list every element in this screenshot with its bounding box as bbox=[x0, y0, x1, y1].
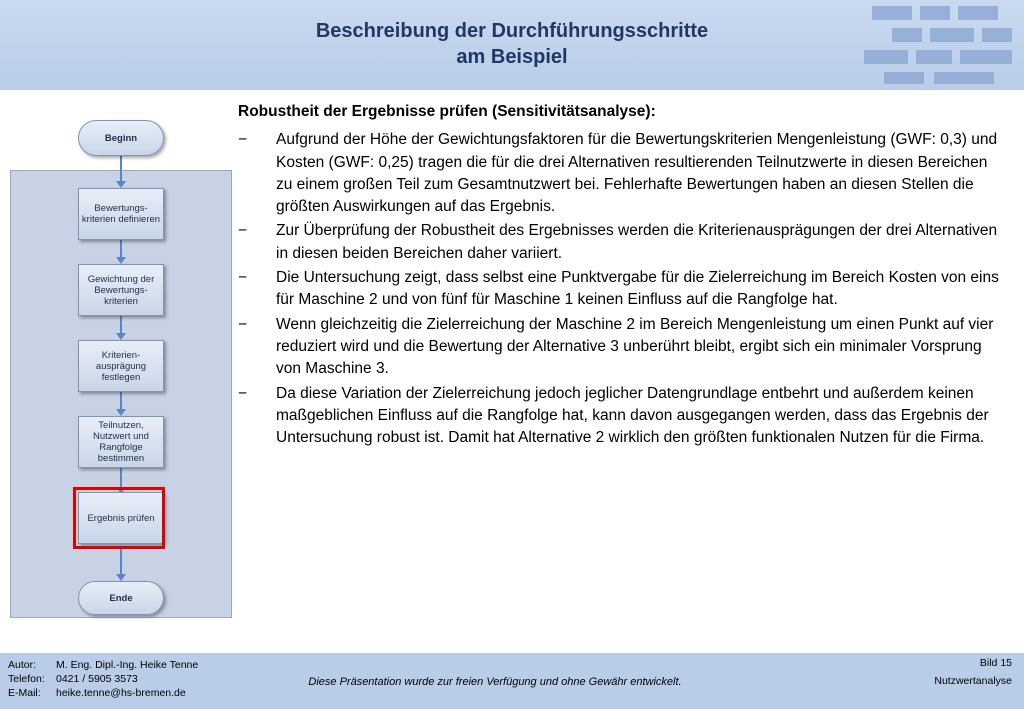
bullet-item bbox=[238, 129, 1008, 218]
bullet-text: Aufgrund der Höhe der Gewichtungsfaktoren für die Bewertungskriterien Mengenleistung (GWF: 0,3) und Kosten (GWF: 0,25) tragen die für die drei Alternativen resultierenden Teilnutzwerte in diesen Bereichen zu einem großen Teil zum Gesamtnutzwert bei. Fehlerhafte Bewertungen haben an diesen Stellen die größten Auswirkungen auf das Ergebnis. bbox=[276, 131, 998, 216]
slide-title bbox=[200, 18, 824, 70]
arrow-head bbox=[116, 574, 126, 581]
dash-marker: − bbox=[238, 222, 248, 240]
flow-start-node bbox=[78, 120, 164, 156]
dash-marker: − bbox=[238, 269, 248, 287]
flow-step-criteria-values bbox=[78, 340, 164, 392]
node-label: Gewichtung der bbox=[87, 273, 155, 285]
author-name: M. Eng. Dipl.-Ing. Heike Tenne bbox=[56, 659, 199, 671]
flow-arrow bbox=[120, 468, 122, 488]
node-label: ausprägung bbox=[95, 360, 147, 372]
node-label: festlegen bbox=[101, 371, 141, 383]
node-label: Ende bbox=[109, 592, 133, 604]
bullet-text: Da diese Variation der Zielerreichung jedoch jeglicher Datengrundlage entbehrt und außerdem keinen maßgeblichen Einfluss auf die Rangfolge hat, kann davon ausgegangen werden, dass das Ergebnis der Untersuchung robust ist. Damit hat Alternative 2 wirklich den größten funktionalen Nutzen für die Firma. bbox=[276, 384, 989, 447]
flow-step-utility-ranking bbox=[78, 416, 164, 468]
arrow-head bbox=[116, 333, 126, 340]
footer-bar bbox=[0, 653, 1024, 709]
node-label: Teilnutzen, bbox=[98, 420, 144, 431]
node-label: Ergebnis prüfen bbox=[87, 512, 155, 524]
author-label: Autor: bbox=[8, 659, 37, 671]
bullet-item bbox=[238, 314, 1008, 381]
node-label: Rangfolge bbox=[99, 442, 143, 453]
bullet-text: Die Untersuchung zeigt, dass selbst eine Punktvergabe für die Zielerreichung im Bereich Kosten von eins für Maschine 2 und von fünf für Maschine 1 keinen Einfluss auf die Rangfolge hat. bbox=[276, 269, 999, 309]
section-heading: Robustheit der Ergebnisse prüfen (Sensitivitätsanalyse): bbox=[238, 103, 656, 120]
dash-marker: − bbox=[238, 384, 248, 402]
flow-end-node bbox=[78, 581, 164, 615]
title-line-2: am Beispiel bbox=[456, 46, 568, 68]
phone-label: Telefon: bbox=[8, 673, 45, 685]
flow-arrow bbox=[120, 316, 122, 334]
node-label: Nutzwert und bbox=[93, 431, 149, 442]
slide-number: Bild 15 bbox=[979, 657, 1012, 669]
current-step-highlight bbox=[73, 487, 165, 549]
arrow-head bbox=[116, 409, 126, 416]
flow-arrow bbox=[120, 156, 122, 182]
node-label: bestimmen bbox=[97, 453, 145, 464]
email-label: E-Mail: bbox=[8, 687, 41, 699]
title-line-1: Beschreibung der Durchführungsschritte bbox=[315, 20, 709, 42]
node-label: kriterien bbox=[104, 295, 138, 307]
bullet-item bbox=[238, 220, 1008, 265]
arrow-head bbox=[116, 257, 126, 264]
dash-marker: − bbox=[238, 131, 248, 149]
header-bar bbox=[0, 0, 1024, 90]
header-decoration bbox=[854, 0, 1024, 90]
node-label: Kriterien- bbox=[101, 349, 141, 361]
node-label: Bewertungs- bbox=[94, 284, 148, 296]
node-label: Beginn bbox=[104, 132, 138, 144]
author-info bbox=[8, 658, 198, 700]
bullet-text: Zur Überprüfung der Robustheit des Ergebnisses werden die Kriterienausprägungen der drei Alternativen in diesen beiden Bereichen daher variiert. bbox=[276, 222, 998, 262]
flow-step-define-criteria bbox=[78, 188, 164, 240]
arrow-head bbox=[116, 181, 126, 188]
flow-step-weighting bbox=[78, 264, 164, 316]
phone-number: 0421 / 5905 3573 bbox=[56, 673, 138, 685]
bullet-item bbox=[238, 267, 1008, 312]
email-address: heike.tenne@hs-bremen.de bbox=[56, 687, 186, 699]
node-label: Bewertungs- bbox=[94, 203, 148, 214]
dash-marker: − bbox=[238, 315, 248, 333]
topic-label: Nutzwertanalyse bbox=[934, 675, 1012, 687]
bullet-text: Wenn gleichzeitig die Zielerreichung der Maschine 2 im Bereich Mengenleistung um einen Punkt auf vier reduziert wird und die Bewertung der Alternative 3 unberührt bleibt, ergibt sich ein minimaler Vorsprung von Maschine 3. bbox=[276, 315, 994, 378]
flow-arrow bbox=[120, 392, 122, 410]
bullet-item bbox=[238, 383, 1008, 450]
node-label: kriterien definieren bbox=[81, 214, 161, 225]
flow-arrow bbox=[120, 240, 122, 258]
main-content bbox=[238, 101, 1008, 451]
flow-arrow bbox=[120, 549, 122, 575]
disclaimer: Diese Präsentation wurde zur freien Verfügung und ohne Gewähr entwickelt. bbox=[308, 676, 682, 688]
